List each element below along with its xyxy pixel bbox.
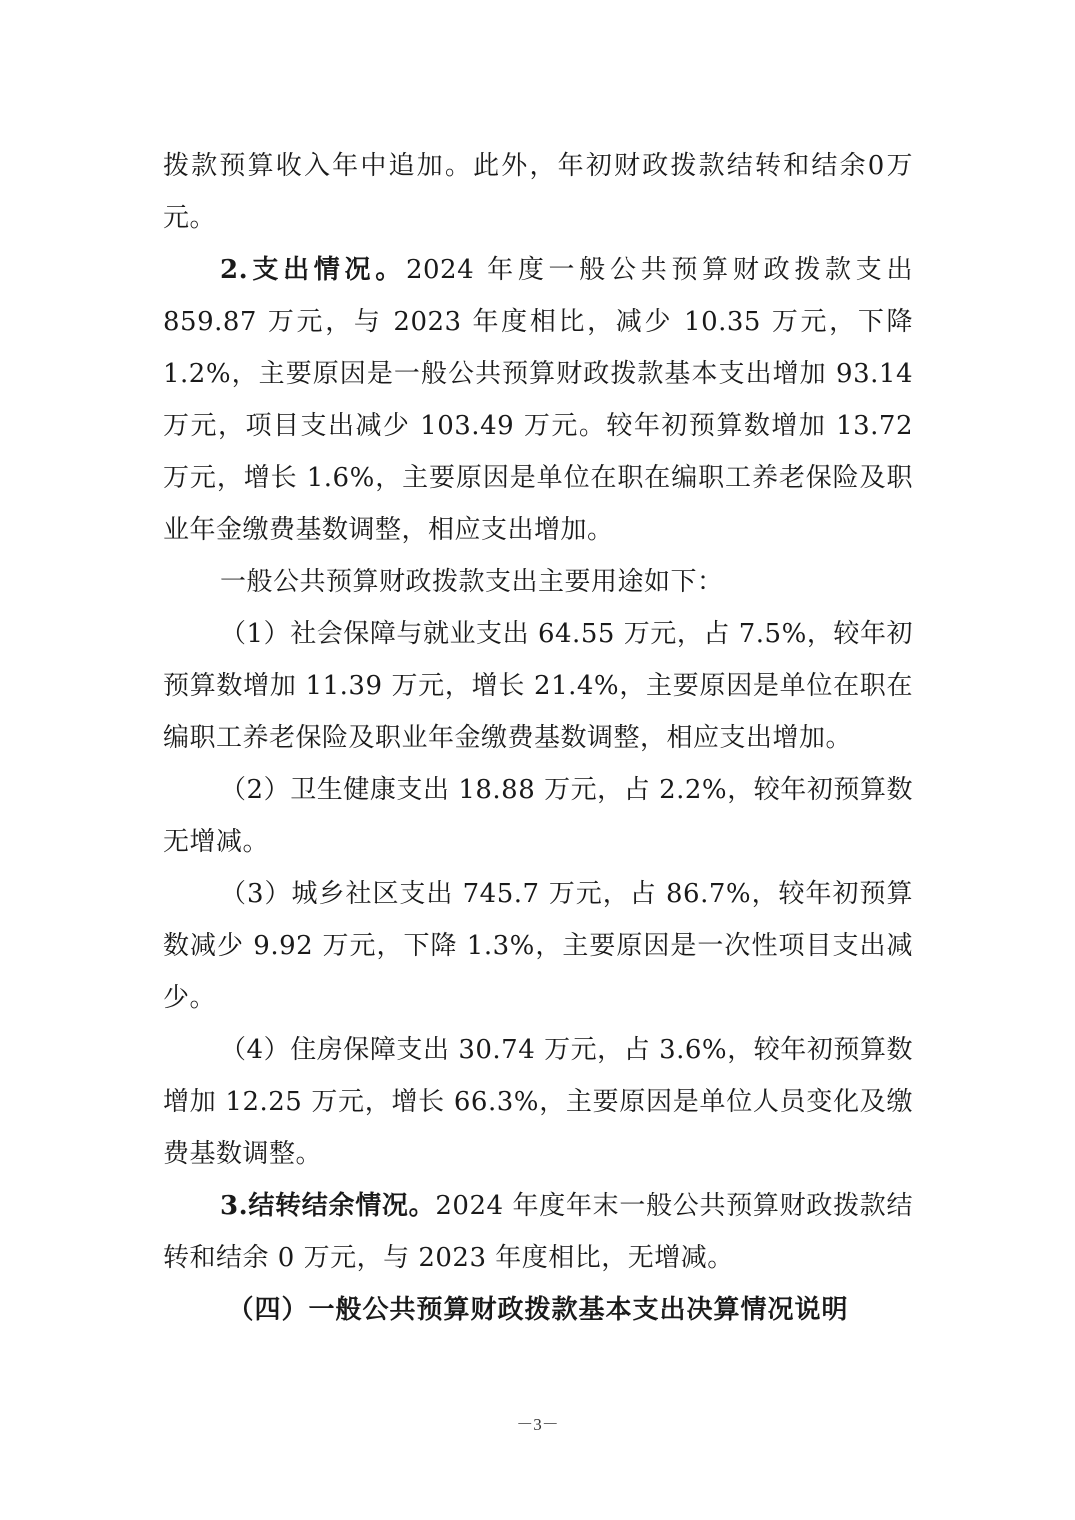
section-heading: （四）一般公共预算财政拨款基本支出决算情况说明: [227, 1295, 849, 1325]
list-item-social-security: （1）社会保障与就业支出 64.55 万元，占 7.5%，较年初预算数增加 11.39 万元，增长 21.4%，主要原因是单位在职在编职工养老保险及职业年金缴费基数调整，相应支出增加。: [163, 619, 913, 753]
balance-text: 2024 年度年末一般公共预算财政拨款结转和结余 0 万元，与 2023 年度相比，无增减。: [163, 1191, 913, 1273]
section-label-balance: 3.结转结余情况。: [220, 1191, 436, 1221]
paragraph-carryover: 拨款预算收入年中追加。此外，年初财政拨款结转和结余0万元。: [163, 151, 913, 233]
paragraph-usage-intro: 一般公共预算财政拨款支出主要用途如下：: [220, 567, 724, 597]
document-body: [163, 140, 913, 1336]
section-label-expenditure: 2.支出情况。: [220, 255, 406, 285]
list-item-housing: （4）住房保障支出 30.74 万元，占 3.6%，较年初预算数增加 12.25 万元，增长 66.3%，主要原因是单位人员变化及缴费基数调整。: [163, 1035, 913, 1169]
expenditure-text: 2024 年度一般公共预算财政拨款支出 859.87 万元，与 2023 年度相比，减少 10.35 万元，下降 1.2%，主要原因是一般公共预算财政拨款基本支出增加 93.14 万元，项目支出减少 103.49 万元。较年初预算数增加 13.72 万元，增长 1.6%，主要原因是单位在职在编职工养老保险及职业年金缴费基数调整，相应支出增加。: [163, 255, 913, 545]
paragraph-expenditure: [163, 244, 913, 556]
list-item-health: （2）卫生健康支出 18.88 万元，占 2.2%，较年初预算数无增减。: [163, 775, 913, 857]
page-number: －3－: [516, 1415, 559, 1434]
paragraph-balance: [163, 1180, 913, 1284]
list-item-urban-rural: （3）城乡社区支出 745.7 万元，占 86.7%，较年初预算数减少 9.92 万元，下降 1.3%，主要原因是一次性项目支出减少。: [163, 879, 913, 1013]
